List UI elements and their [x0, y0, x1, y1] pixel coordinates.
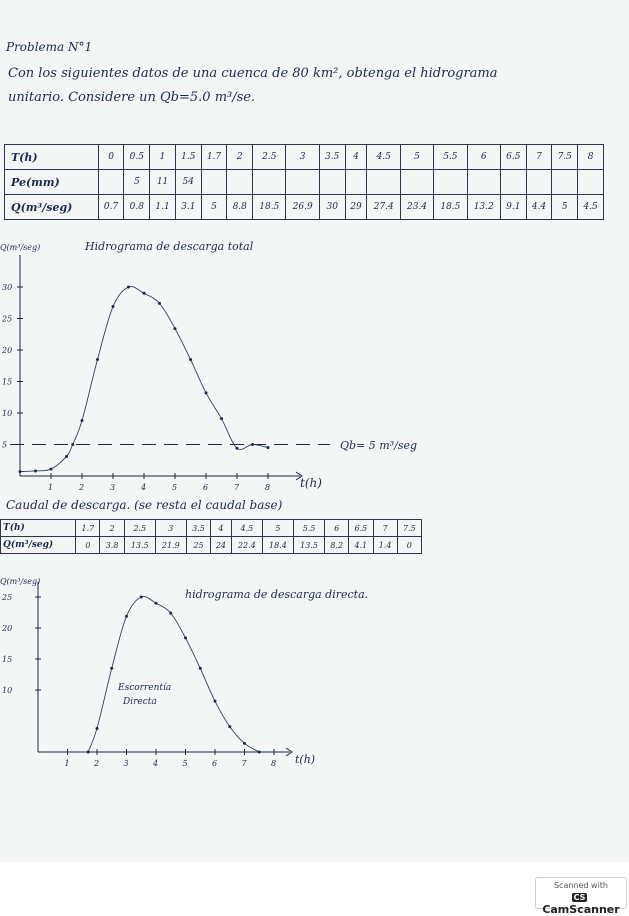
- cell-q-9: 29: [345, 195, 367, 220]
- chart1-y-tick-label: 10: [2, 409, 13, 418]
- watermark-line-1: Scanned with: [553, 881, 609, 890]
- chart1-data-point: [96, 358, 99, 361]
- cell-pe-4: [201, 170, 227, 195]
- chart1-series-line: [20, 287, 268, 472]
- chart2-data-point: [228, 725, 231, 728]
- chart1-x-tick-label: 7: [234, 483, 240, 492]
- cell-time-7: 3: [286, 145, 319, 170]
- cell-q-8: 30: [319, 195, 345, 220]
- cell2-time-2: 2.5: [124, 520, 155, 537]
- chart1-data-point: [251, 443, 254, 446]
- cell-pe-0: [98, 170, 124, 195]
- cell2-q-5: 24: [211, 537, 232, 554]
- cell2-time-9: 6: [325, 520, 349, 537]
- table2-row-q: [1, 537, 422, 554]
- chart2-data-point: [140, 596, 143, 599]
- chart2-y-tick-label: 10: [2, 686, 13, 695]
- cell-pe-12: [434, 170, 467, 195]
- chart2-data-point: [125, 615, 128, 618]
- cell2-time-0: 1.7: [76, 520, 100, 537]
- problem-statement-line-2: unitario. Considere un Qb=5.0 m³/se.: [8, 90, 256, 105]
- chart1-x-tick-label: 2: [79, 483, 85, 492]
- cell2-time-12: 7.5: [397, 520, 421, 537]
- cell-q-5: 8.8: [227, 195, 253, 220]
- chart2-data-point: [87, 751, 90, 754]
- cell-pe-2: 11: [150, 170, 176, 195]
- cell-time-8: 3.5: [319, 145, 345, 170]
- chart1-x-tick-label: 5: [172, 483, 178, 492]
- chart1-x-tick-label: 8: [265, 483, 271, 492]
- cell-q-13: 13.2: [467, 195, 500, 220]
- chart1-x-tick-label: 3: [110, 483, 116, 492]
- cell-q-3: 3.1: [175, 195, 201, 220]
- cell-pe-3: 54: [175, 170, 201, 195]
- chart1-y-axis-label: Q(m³/seg): [0, 243, 41, 252]
- chart1-data-point: [158, 302, 161, 305]
- cell-q-11: 23.4: [400, 195, 433, 220]
- chart2-x-axis-label: t(h): [295, 753, 316, 766]
- chart1-x-tick-label: 6: [203, 483, 209, 492]
- chart1-data-point: [19, 470, 22, 473]
- cell-pe-1: 5: [124, 170, 150, 195]
- chart1-y-tick-label: 30: [2, 283, 13, 292]
- row-label-q: Q(m³/seg): [1, 537, 76, 554]
- chart1-data-point: [34, 469, 37, 472]
- chart2-data-point: [199, 667, 202, 670]
- chart1-data-point: [65, 455, 68, 458]
- chart2-data-point: [214, 700, 217, 703]
- cell2-q-10: 4.1: [349, 537, 373, 554]
- chart2-data-point: [243, 742, 246, 745]
- cell-time-11: 5: [400, 145, 433, 170]
- chart1-y-tick-label: 15: [2, 377, 13, 387]
- table2-row-time: [1, 520, 422, 537]
- chart1-x-tick-label: 1: [48, 483, 54, 492]
- cell-pe-11: [400, 170, 433, 195]
- cell-pe-17: [578, 170, 604, 195]
- chart2-y-axis-label: Q(m³/seg): [0, 577, 41, 586]
- row-label-pe: Pe(mm): [5, 170, 99, 195]
- chart2-x-tick-label: 6: [212, 759, 218, 768]
- chart1-data-point: [112, 305, 115, 308]
- row-label-time: T(h): [5, 145, 99, 170]
- baseflow-label: Qb= 5 m³/seg: [340, 439, 418, 452]
- cell-time-3: 1.5: [175, 145, 201, 170]
- chart2-y-tick-label: 20: [2, 624, 13, 633]
- chart2-x-tick-label: 8: [271, 759, 277, 768]
- cell2-time-7: 5: [262, 520, 293, 537]
- cell-pe-8: [319, 170, 345, 195]
- cell-q-1: 0.8: [124, 195, 150, 220]
- runoff-area-label-1: Escorrentía: [118, 683, 172, 693]
- cell2-time-11: 7: [373, 520, 397, 537]
- chart2-x-tick-label: 4: [153, 759, 159, 768]
- cell2-q-1: 3.8: [100, 537, 124, 554]
- chart1-data-point: [189, 358, 192, 361]
- cell-time-4: 1.7: [201, 145, 227, 170]
- cell2-q-8: 13.5: [294, 537, 325, 554]
- cell-pe-7: [286, 170, 319, 195]
- cell-q-2: 1.1: [150, 195, 176, 220]
- chart2-title: hidrograma de descarga directa.: [185, 588, 369, 601]
- chart2-data-point: [110, 667, 113, 670]
- cell-pe-6: [253, 170, 286, 195]
- chart2-data-point: [258, 751, 261, 754]
- cell2-time-10: 6.5: [349, 520, 373, 537]
- cell2-time-6: 4.5: [231, 520, 262, 537]
- cell2-q-6: 22.4: [231, 537, 262, 554]
- cell-time-14: 6.5: [500, 145, 526, 170]
- chart2-x-tick-label: 5: [182, 759, 188, 768]
- cell-pe-15: [526, 170, 552, 195]
- cell2-time-4: 3.5: [186, 520, 210, 537]
- chart1-title: Hidrograma de descarga total: [85, 240, 254, 253]
- chart2-series-line: [88, 597, 259, 752]
- chart1-data-point: [267, 446, 270, 449]
- cell-time-17: 8: [578, 145, 604, 170]
- cell-q-7: 26.9: [286, 195, 319, 220]
- cell-time-15: 7: [526, 145, 552, 170]
- cell2-q-2: 13.5: [124, 537, 155, 554]
- cell-q-17: 4.5: [578, 195, 604, 220]
- cell-q-4: 5: [201, 195, 227, 220]
- cell-time-0: 0: [98, 145, 124, 170]
- cell2-q-7: 18.4: [262, 537, 293, 554]
- chart1-data-point: [81, 419, 84, 422]
- chart2-data-point: [169, 612, 172, 615]
- chart1-x-tick-label: 4: [141, 483, 147, 492]
- chart1-data-point: [174, 327, 177, 330]
- chart1-data-point: [143, 292, 146, 295]
- cell-pe-9: [345, 170, 367, 195]
- chart2-data-point: [155, 602, 158, 605]
- cell-pe-16: [552, 170, 578, 195]
- cell2-q-11: 1.4: [373, 537, 397, 554]
- chart2-data-point: [184, 636, 187, 639]
- chart1-data-point: [127, 286, 130, 289]
- runoff-area-label-2: Directa: [123, 697, 157, 707]
- chart2-y-tick-label: 15: [2, 655, 13, 664]
- watermark-line-2: CamScanner: [542, 903, 620, 916]
- cell-pe-10: [367, 170, 400, 195]
- data-table: [4, 144, 604, 220]
- table-row-pe: [5, 170, 604, 195]
- cell-q-15: 4.4: [526, 195, 552, 220]
- chart1-data-point: [71, 443, 74, 446]
- chart2-data-point: [96, 727, 99, 730]
- cell-time-6: 2.5: [253, 145, 286, 170]
- chart2-x-tick-label: 3: [123, 759, 129, 768]
- cell2-time-1: 2: [100, 520, 124, 537]
- cell2-time-8: 5.5: [294, 520, 325, 537]
- cell-time-1: 0.5: [124, 145, 150, 170]
- row-label-time: T(h): [1, 520, 76, 537]
- chart1-data-point: [220, 417, 223, 420]
- chart1-y-tick-label: 5: [2, 440, 8, 450]
- problem-title: Problema N°1: [6, 40, 93, 54]
- cell-time-12: 5.5: [434, 145, 467, 170]
- cell2-time-3: 3: [155, 520, 186, 537]
- cell2-time-5: 4: [211, 520, 232, 537]
- cell-q-14: 9.1: [500, 195, 526, 220]
- cell-time-9: 4: [345, 145, 367, 170]
- section-2-title: Caudal de descarga. (se resta el caudal base): [6, 498, 283, 512]
- cell-time-10: 4.5: [367, 145, 400, 170]
- cell-time-5: 2: [227, 145, 253, 170]
- cell2-q-4: 25: [186, 537, 210, 554]
- direct-discharge-table: [0, 519, 422, 554]
- chart1-y-tick-label: 25: [2, 314, 13, 324]
- cell-q-6: 18.5: [253, 195, 286, 220]
- chart2-y-tick-label: 25: [2, 593, 13, 602]
- cell2-q-12: 0: [397, 537, 421, 554]
- chart1-y-tick-label: 20: [2, 346, 13, 355]
- cell2-q-0: 0: [76, 537, 100, 554]
- cell-pe-14: [500, 170, 526, 195]
- cell2-q-3: 21.9: [155, 537, 186, 554]
- cell2-q-9: 8.2: [325, 537, 349, 554]
- chart1-data-point: [50, 468, 53, 471]
- cell-pe-5: [227, 170, 253, 195]
- cell-q-16: 5: [552, 195, 578, 220]
- cell-pe-13: [467, 170, 500, 195]
- chart2-x-tick-label: 2: [94, 759, 100, 768]
- cell-q-0: 0.7: [98, 195, 124, 220]
- camscanner-watermark: [535, 877, 627, 916]
- camscanner-logo-icon: CS: [573, 893, 586, 902]
- row-label-q: Q(m³/seg): [5, 195, 99, 220]
- cell-time-16: 7.5: [552, 145, 578, 170]
- chart1-data-point: [236, 447, 239, 450]
- chart2-x-tick-label: 7: [241, 759, 247, 768]
- cell-time-2: 1: [150, 145, 176, 170]
- table-row-time: [5, 145, 604, 170]
- table-row-q: [5, 195, 604, 220]
- cell-time-13: 6: [467, 145, 500, 170]
- total-discharge-hydrograph: [0, 230, 629, 500]
- cell-q-10: 27.4: [367, 195, 400, 220]
- problem-statement-line-1: Con los siguientes datos de una cuenca de 80 km², obtenga el hidrograma: [8, 66, 498, 81]
- chart1-data-point: [205, 391, 208, 394]
- chart2-x-tick-label: 1: [64, 759, 70, 768]
- direct-discharge-hydrograph: [0, 570, 629, 785]
- cell-q-12: 18.5: [434, 195, 467, 220]
- chart1-x-axis-label: t(h): [300, 476, 322, 490]
